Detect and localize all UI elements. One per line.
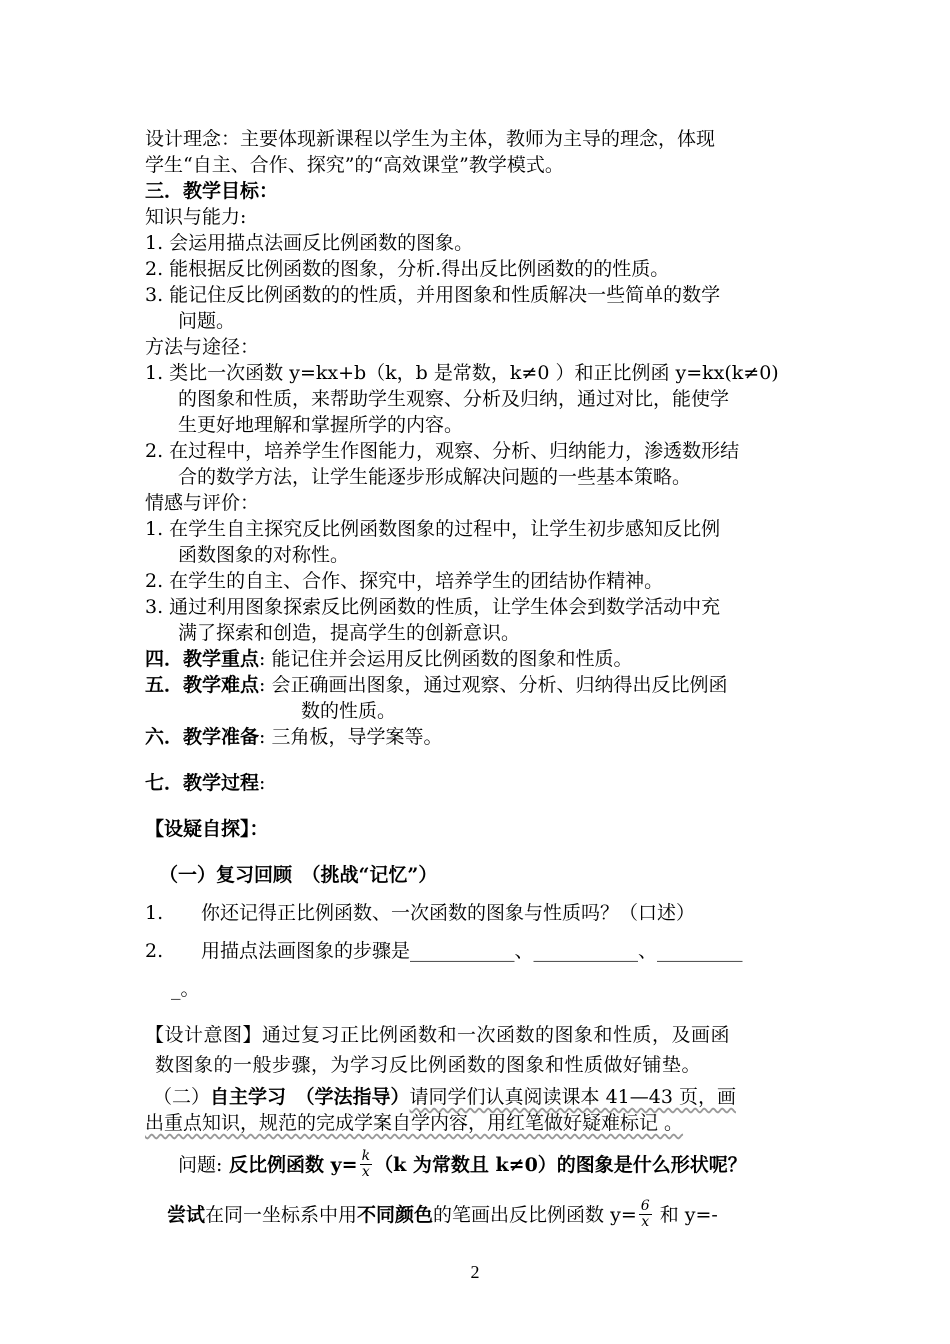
question-text-b: （k 为常数且 k≠0）的图象是什么形状呢？ — [374, 1154, 747, 1176]
emotion-item-1-line1: 1. 在学生自主探究反比例函数图象的过程中，让学生初步感知反比例 — [145, 518, 721, 540]
self-explore-heading: 【设疑自探】： — [145, 818, 269, 840]
knowledge-item-3-line1: 3. 能记住反比例函数的的性质，并用图象和性质解决一些简单的数学 — [145, 284, 721, 306]
emotion-item-1-line2: 函数图象的对称性。 — [178, 544, 350, 566]
review-question-1-text: 你还记得正比例函数、一次函数的图象与性质吗？（口述） — [201, 902, 696, 924]
preparation-label: 六．教学准备 — [145, 726, 260, 748]
attempt-fraction-numerator: 6 — [640, 1197, 650, 1214]
attempt-line — [145, 1198, 837, 1232]
self-study-line1 — [145, 1084, 823, 1110]
process-text: : — [259, 772, 266, 794]
attempt-fraction — [639, 1199, 652, 1230]
process-label: 七．教学过程 — [145, 772, 260, 794]
knowledge-item-3-line2: 问题。 — [178, 310, 236, 332]
attempt-text-b: 的笔画出反比例函数 y= — [433, 1204, 637, 1226]
self-study-line2 — [145, 1110, 815, 1136]
design-intent-line2: 数图象的一般步骤，为学习反比例函数的图象和性质做好铺垫。 — [155, 1054, 702, 1076]
attempt-bold-a: 尝试 — [167, 1204, 206, 1226]
review-heading: （一）复习回顾 （挑战“记忆”） — [159, 864, 438, 886]
method-heading: 方法与途径： — [145, 336, 260, 358]
difficulty-label: 五．教学难点 — [145, 674, 260, 696]
emotion-item-3-line2: 满了探索和创造，提高学生的创新意识。 — [178, 622, 521, 644]
knowledge-item-2: 2. 能根据反比例函数的图象，分析.得出反比例函数的的性质。 — [145, 258, 670, 280]
method-item-2-line2: 合的数学方法，让学生能逐步形成解决问题的一些基本策略。 — [178, 466, 692, 488]
question-fraction-numerator: k — [361, 1147, 371, 1164]
review-question-1-number: 1. — [145, 902, 164, 924]
design-intent-line1: 【设计意图】通过复习正比例函数和一次函数的图象和性质，及画函 — [145, 1024, 731, 1046]
key-point-text: : 能记住并会运用反比例函数的图象和性质。 — [259, 648, 633, 670]
attempt-fraction-denominator: x — [641, 1213, 650, 1230]
preparation-text: : 三角板，导学案等。 — [259, 726, 443, 748]
attempt-text-c: 和 y=- — [653, 1204, 718, 1226]
method-item-1-line2: 的图象和性质，来帮助学生观察、分析及归纳，通过对比，能使学 — [178, 388, 730, 410]
review-question-2-number: 2. — [145, 940, 164, 962]
attempt-text-a: 在同一坐标系中用 — [205, 1204, 358, 1226]
difficulty — [145, 672, 815, 698]
self-study-text-line1: 请同学们认真阅读课本 41—43 页，画 — [409, 1086, 736, 1108]
question-text-a: 反比例函数 y= — [222, 1154, 358, 1176]
method-item-1-line3: 生更好地理解和掌握所学的内容。 — [178, 414, 464, 436]
process — [145, 770, 815, 796]
emotion-heading: 情感与评价： — [145, 492, 260, 514]
design-concept-line2: 学生“自主、合作、探究”的“高效课堂”教学模式。 — [145, 154, 564, 176]
design-concept-line1: 设计理念：主要体现新课程以学生为主体，教师为主导的理念，体现 — [145, 128, 716, 150]
review-question-2 — [145, 938, 815, 964]
self-study-label-open: （二） — [153, 1086, 211, 1108]
attempt-bold-b: 不同颜色 — [357, 1204, 434, 1226]
method-item-2-line1: 2. 在过程中，培养学生作图能力，观察、分析、归纳能力，渗透数形结 — [145, 440, 740, 462]
page-number: 2 — [470, 1262, 480, 1282]
knowledge-heading: 知识与能力: — [145, 206, 247, 228]
review-question-2-tail: _。 — [171, 978, 200, 1000]
emotion-item-2: 2. 在学生的自主、合作、探究中，培养学生的团结协作精神。 — [145, 570, 664, 592]
question-fraction-denominator: x — [361, 1163, 370, 1180]
knowledge-item-1: 1. 会运用描点法画反比例函数的图象。 — [145, 232, 474, 254]
objectives-heading: 三．教学目标： — [145, 180, 279, 202]
review-question-2-text: 用描点法画图象的步骤是___________、___________、_________ — [201, 940, 743, 962]
method-item-1-line1: 1. 类比一次函数 y=kx+b（k，b 是常数，k≠0 ）和正比例函 y=kx(k≠0) — [145, 362, 779, 384]
difficulty-text-line2: 数的性质。 — [301, 700, 397, 722]
emotion-item-3-line1: 3. 通过利用图象探索反比例函数的性质，让学生体会到数学活动中充 — [145, 596, 721, 618]
difficulty-text-line1: : 会正确画出图象，通过观察、分析、归纳得出反比例函 — [259, 674, 728, 696]
question-fraction — [360, 1149, 372, 1180]
question-line — [145, 1148, 848, 1182]
self-study-text-line2: 出重点知识，规范的完成学案自学内容，用红笔做好疑难标记 。 — [145, 1112, 684, 1134]
key-point — [145, 646, 815, 672]
preparation — [145, 724, 815, 750]
key-point-label: 四．教学重点 — [145, 648, 260, 670]
review-question-1 — [145, 900, 815, 926]
self-study-label: 自主学习 （学法指导） — [210, 1086, 410, 1108]
question-prefix: 问题: — [178, 1154, 223, 1176]
